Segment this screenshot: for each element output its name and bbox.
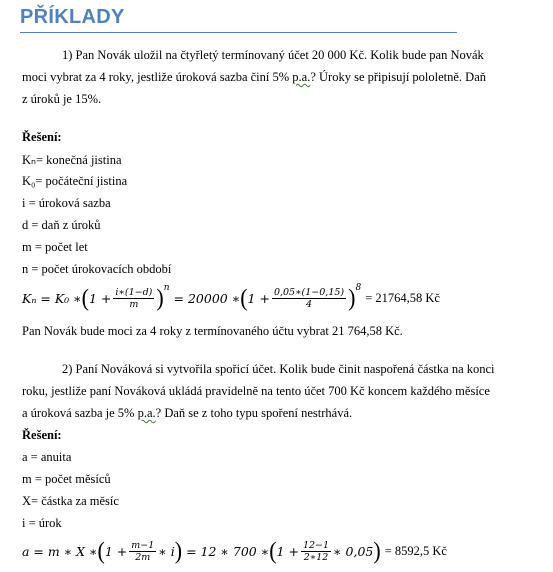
fraction: $\frac{i∗(1-d)}{m}$ — [115, 286, 153, 310]
page-title: PŘÍKLADY — [20, 6, 125, 28]
var-line: i = úrok — [22, 516, 62, 530]
formula-2: a = m ∗ X ∗ ( 1 + $\frac{m-1}{2m}$ ∗ i ) = 12 ∗ 700 ∗ ( 1 + $\frac{12-1}{2∗12}$ ∗ 0,05 ) = 8592,5 Kč — [22, 536, 447, 565]
var-line: K₀= počáteční jistina — [22, 174, 128, 188]
ex1-line2: moci vybrat za 4 roky, jestliže úroková sazba činí 5% p.a.? Úroky se připisují pololetně. Daň — [22, 70, 487, 84]
ex1-line1: 1) Pan Novák uložil na čtyřletý termínovaný účet 20 000 Kč. Kolik bude pan Novák — [62, 48, 484, 62]
var-line: Kₙ= konečná jistina — [22, 153, 122, 167]
formula-lhs: a = m ∗ X ∗ — [22, 543, 98, 559]
fraction: $\frac{0,05∗(1-0,15)}{4}$ — [273, 286, 345, 310]
var-line: i = úroková sazba — [22, 196, 111, 210]
ex2-line2: roku, jestliže paní Nováková ukládá pravidelně na tento účet 700 Kč koncem každého měsíce — [22, 384, 490, 398]
var-line: m = počet let — [22, 240, 88, 254]
ex2-line1: 2) Paní Nováková si vytvořila spořicí účet. Kolik bude činit naspořená částka na konci — [62, 362, 495, 376]
var-line: m = počet měsíců — [22, 472, 111, 486]
pa-abbrev: p.a. — [137, 406, 156, 420]
var-line: a = anuita — [22, 450, 72, 464]
var-line: n = počet úrokovacích období — [22, 262, 172, 276]
solution-label-2: Řešení: — [22, 428, 62, 442]
formula-result: = 21764,58 Kč — [365, 290, 440, 305]
fraction: $\frac{m-1}{2m}$ — [131, 539, 155, 563]
pa-abbrev: p.a. — [292, 70, 311, 84]
answer-1: Pan Novák bude moci za 4 roky z termínovaného účtu vybrat 21 764,58 Kč. — [22, 324, 403, 338]
formula-mid: = 20000 ∗ — [173, 290, 241, 306]
solution-label-1: Řešení: — [22, 130, 62, 144]
formula-lhs: Kₙ = K₀ ∗ — [22, 290, 82, 306]
ex2-line3: a úroková sazba je 5% p.a.? Daň se z toho typu spoření nestrhává. — [22, 406, 353, 420]
var-line: d = daň z úroků — [22, 218, 101, 232]
formula-result: = 8592,5 Kč — [384, 543, 447, 558]
fraction: $\frac{12-1}{2∗12}$ — [302, 539, 330, 563]
ex1-line3: z úroků je 15%. — [22, 92, 102, 106]
formula-1: Kₙ = K₀ ∗ ( 1 + $\frac{i∗(1-d)}{m}$ ) $^n$ = 20000 ∗ ( 1 + $\frac{0,05∗(1-0,15)}{4}$ ) $^8$ = 21764,58 Kč — [22, 283, 440, 312]
formula-mid: = 12 ∗ 700 ∗ — [186, 543, 270, 559]
var-line: X= částka za měsíc — [22, 494, 119, 508]
title-underline — [20, 32, 457, 33]
